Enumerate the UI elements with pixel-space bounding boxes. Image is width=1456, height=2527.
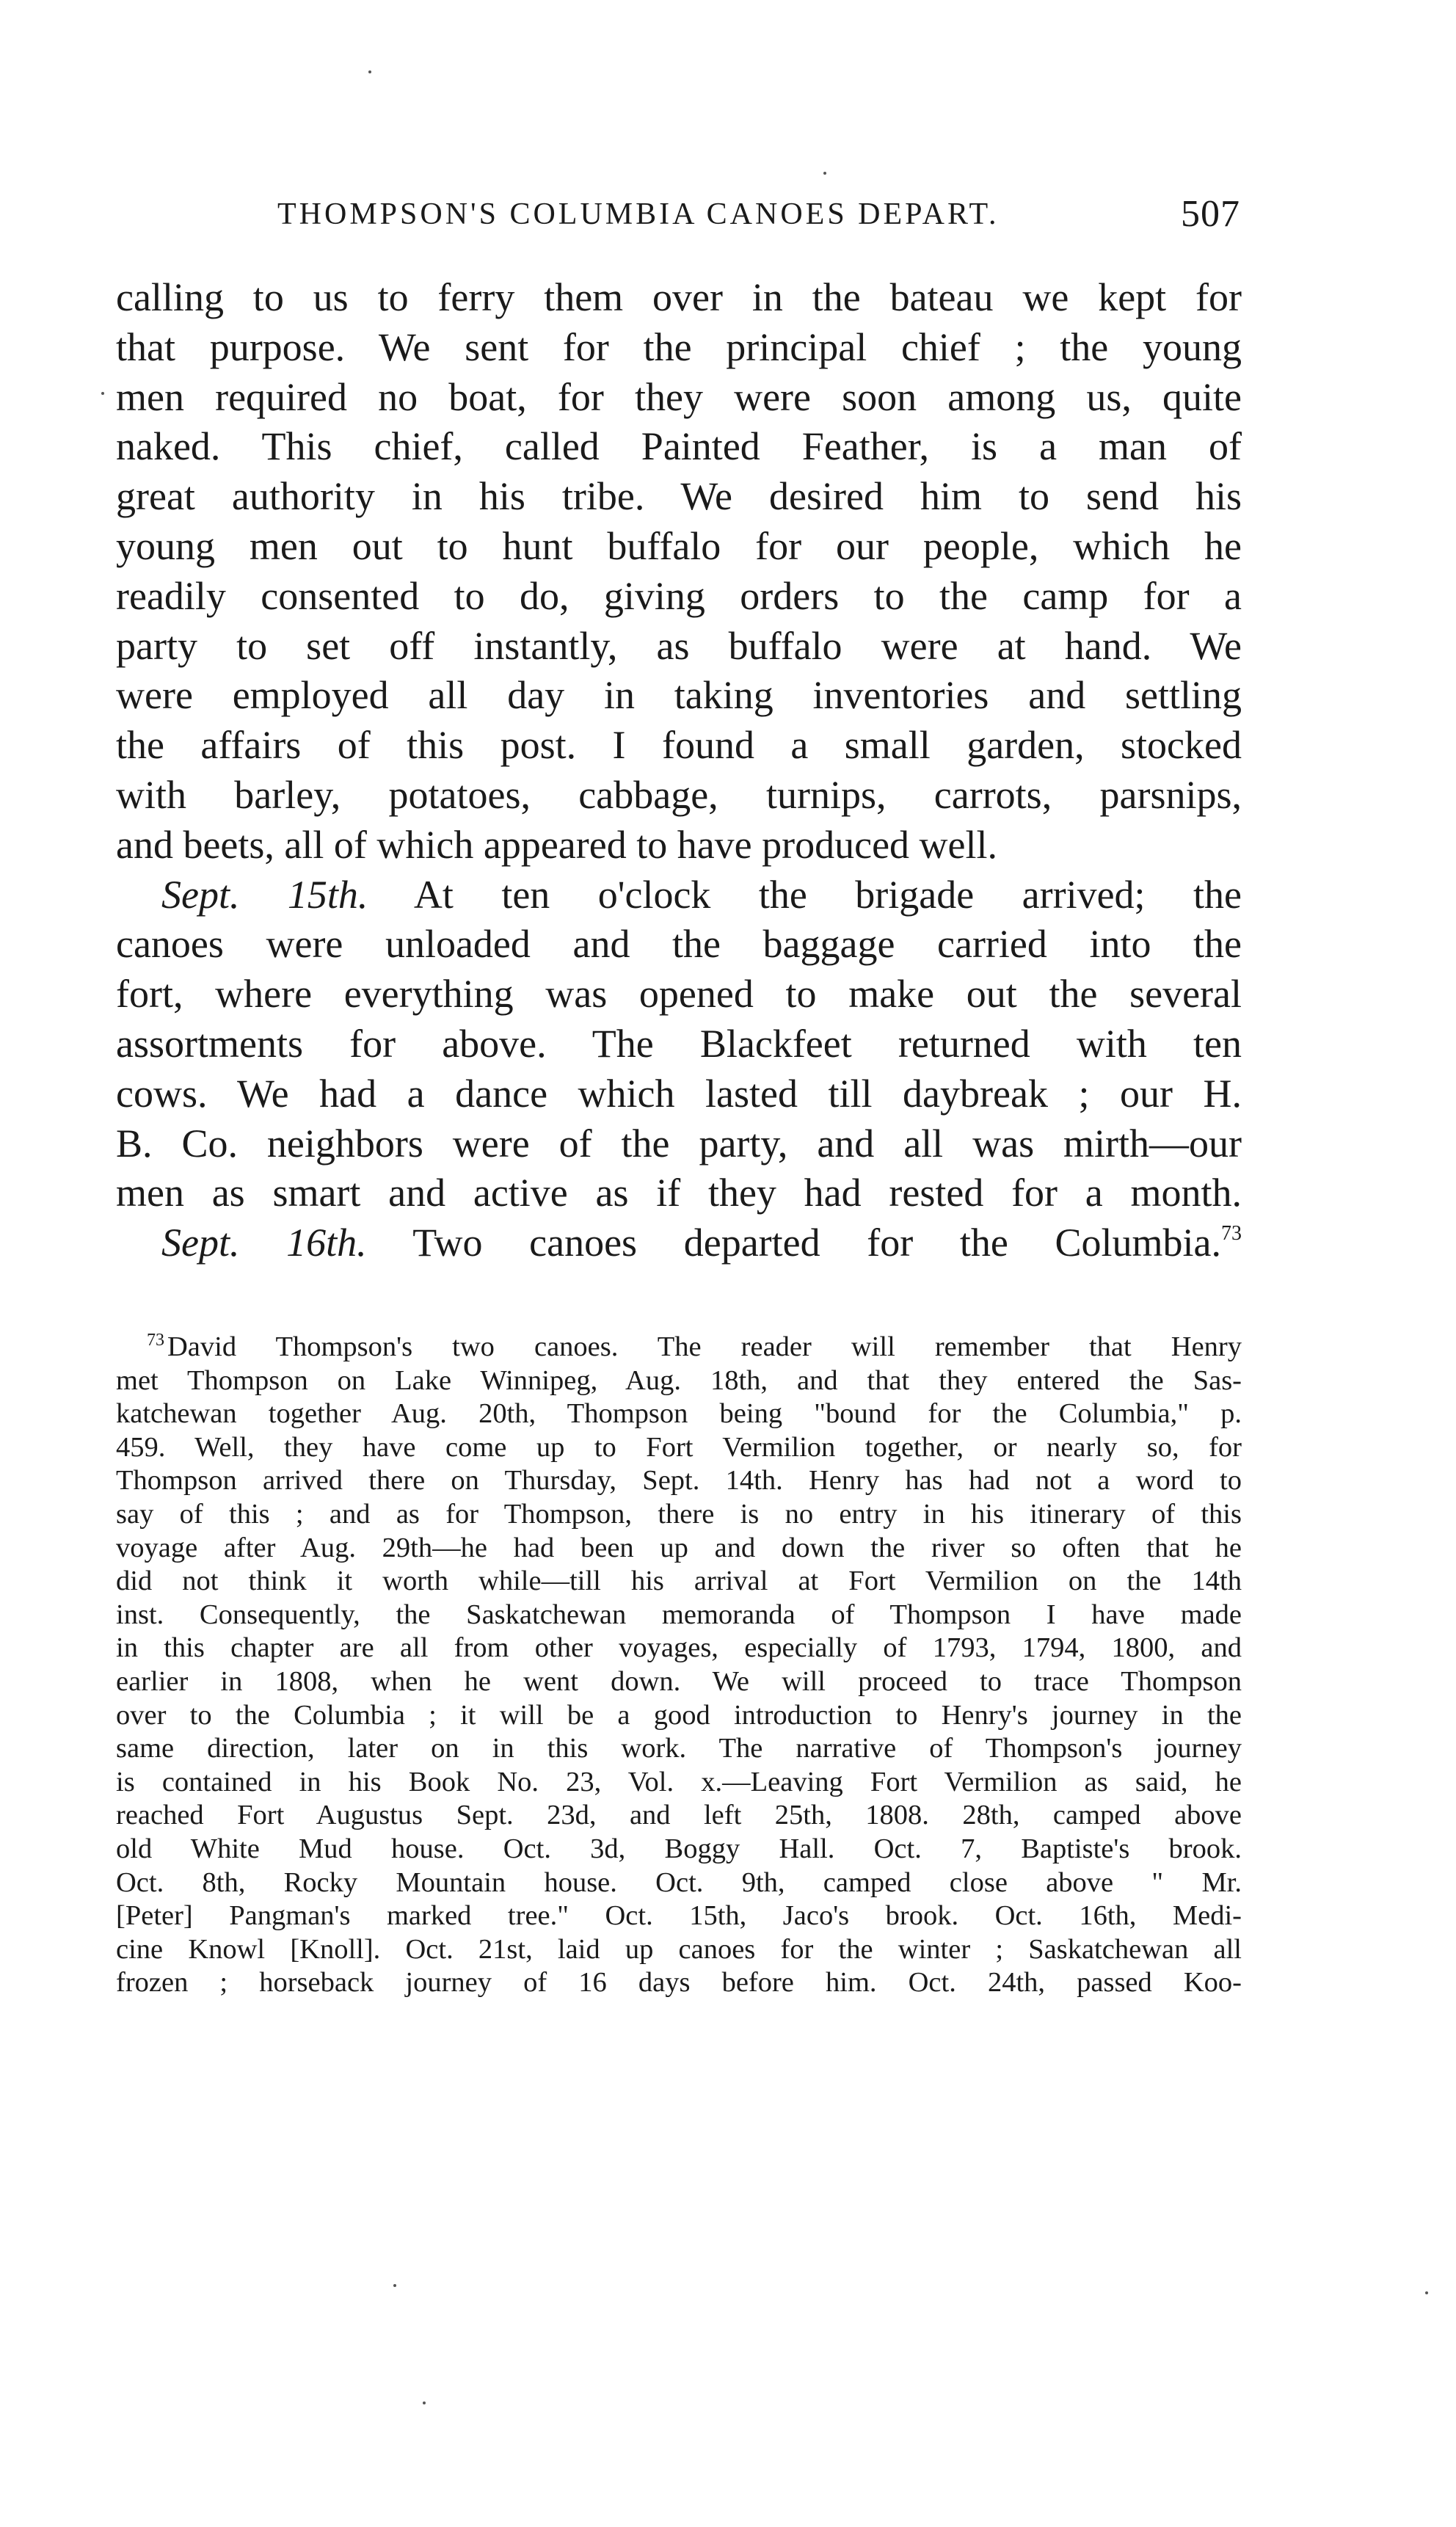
footnote-line: katchewan together Aug. 20th, Thompson being "bound for the Columbia," p. bbox=[116, 1398, 1242, 1430]
text-line: men as smart and active as if they had rested for a month. bbox=[116, 1171, 1242, 1215]
footnote-line: reached Fort Augustus Sept. 23d, and left 25th, 1808. 28th, camped above bbox=[116, 1800, 1242, 1831]
entry-text: Two canoes departed for the Columbia. bbox=[412, 1221, 1221, 1265]
footnote-line: over to the Columbia ; it will be a good introduction to Henry's journey in the bbox=[116, 1699, 1242, 1731]
paper-speck bbox=[101, 392, 104, 395]
footnote-line: Thompson arrived there on Thursday, Sept. 14th. Henry has had not a word to bbox=[116, 1465, 1242, 1497]
footnote-line: Oct. 8th, Rocky Mountain house. Oct. 9th, camped close above " Mr. bbox=[116, 1866, 1242, 1898]
footnote-marker: 73 bbox=[147, 1331, 164, 1350]
text-line: great authority in his tribe. We desired him to send his bbox=[116, 474, 1242, 519]
entry-date: Sept. 15th. bbox=[161, 872, 368, 917]
text-line: men required no boat, for they were soon among us, quite bbox=[116, 374, 1242, 419]
paper-speck bbox=[1425, 2291, 1428, 2294]
text-line: that purpose. We sent for the principal chief ; the young bbox=[116, 324, 1242, 369]
footnote-first-line bbox=[116, 1331, 1242, 1364]
footnote-line: cine Knowl [Knoll]. Oct. 21st, laid up canoes for the winter ; Saskatchewan all bbox=[116, 1933, 1242, 1965]
paper-speck bbox=[393, 2284, 396, 2287]
footnote-line: earlier in 1808, when he went down. We will proceed to trace Thompson bbox=[116, 1665, 1242, 1697]
text-line: were employed all day in taking inventories and settling bbox=[116, 673, 1242, 718]
running-head bbox=[117, 192, 1240, 244]
footnote-line: [Peter] Pangman's marked tree." Oct. 15th, Jaco's brook. Oct. 16th, Medi- bbox=[116, 1900, 1242, 1932]
footnote bbox=[116, 1331, 1242, 2000]
entry-date: Sept. 16th. bbox=[161, 1221, 367, 1265]
text-line: B. Co. neighbors were of the party, and all was mirth—our bbox=[116, 1121, 1242, 1166]
paper-speck bbox=[823, 172, 826, 175]
footnote-line: 459. Well, they have come up to Fort Vermilion together, or nearly so, for bbox=[116, 1431, 1242, 1463]
text-line: cows. We had a dance which lasted till daybreak ; our H. bbox=[116, 1071, 1242, 1116]
page-number: 507 bbox=[1181, 193, 1240, 235]
body-text bbox=[116, 273, 1242, 1268]
text-line: the affairs of this post. I found a small garden, stocked bbox=[116, 723, 1242, 768]
text-line: fort, where everything was opened to make out the several bbox=[116, 972, 1242, 1017]
footnote-line: old White Mud house. Oct. 3d, Boggy Hall. Oct. 7, Baptiste's brook. bbox=[116, 1833, 1242, 1864]
footnote-line: did not think it worth while—till his arrival at Fort Vermilion on the 14th bbox=[116, 1566, 1242, 1597]
footnote-line: say of this ; and as for Thompson, there is no entry in his itinerary of this bbox=[116, 1498, 1242, 1530]
footnote-text: David Thompson's two canoes. The reader will remember that Henry bbox=[167, 1331, 1242, 1362]
entry-sept-15-first-line bbox=[116, 870, 1242, 920]
running-title: THOMPSON'S COLUMBIA CANOES DEPART. bbox=[277, 197, 1000, 231]
text-line: calling to us to ferry them over in the bateau we kept for bbox=[116, 275, 1242, 319]
text-line: readily consented to do, giving orders to the camp for a bbox=[116, 573, 1242, 618]
text-line: young men out to hunt buffalo for our people, which he bbox=[116, 523, 1242, 568]
text-line: assortments for above. The Blackfeet returned with ten bbox=[116, 1021, 1242, 1066]
footnote-reference[interactable]: 73 bbox=[1220, 1222, 1242, 1246]
entry-text: At ten o'clock the brigade arrived; the bbox=[413, 872, 1242, 917]
text-line: naked. This chief, called Painted Feather, is a man of bbox=[116, 424, 1242, 469]
paper-speck bbox=[368, 70, 371, 73]
footnote-line: met Thompson on Lake Winnipeg, Aug. 18th, and that they entered the Sas- bbox=[116, 1364, 1242, 1396]
text-line: and beets, all of which appeared to have produced well. bbox=[116, 822, 998, 867]
paper-speck bbox=[423, 2401, 426, 2404]
footnote-line: in this chapter are all from other voyages, especially of 1793, 1794, 1800, and bbox=[116, 1632, 1242, 1664]
footnote-line: frozen ; horseback journey of 16 days before him. Oct. 24th, passed Koo- bbox=[116, 1967, 1242, 1999]
text-line: canoes were unloaded and the baggage carried into the bbox=[116, 922, 1242, 967]
entry-sept-16-line bbox=[116, 1218, 1242, 1268]
footnote-line: same direction, later on in this work. The narrative of Thompson's journey bbox=[116, 1733, 1242, 1764]
text-line: with barley, potatoes, cabbage, turnips, carrots, parsnips, bbox=[116, 772, 1242, 817]
footnote-line: is contained in his Book No. 23, Vol. x.—Leaving Fort Vermilion as said, he bbox=[116, 1766, 1242, 1797]
text-line: party to set off instantly, as buffalo were at hand. We bbox=[116, 623, 1242, 668]
footnote-line: voyage after Aug. 29th—he had been up and down the river so often that he bbox=[116, 1532, 1242, 1563]
footnote-line: inst. Consequently, the Saskatchewan memoranda of Thompson I have made bbox=[116, 1599, 1242, 1630]
